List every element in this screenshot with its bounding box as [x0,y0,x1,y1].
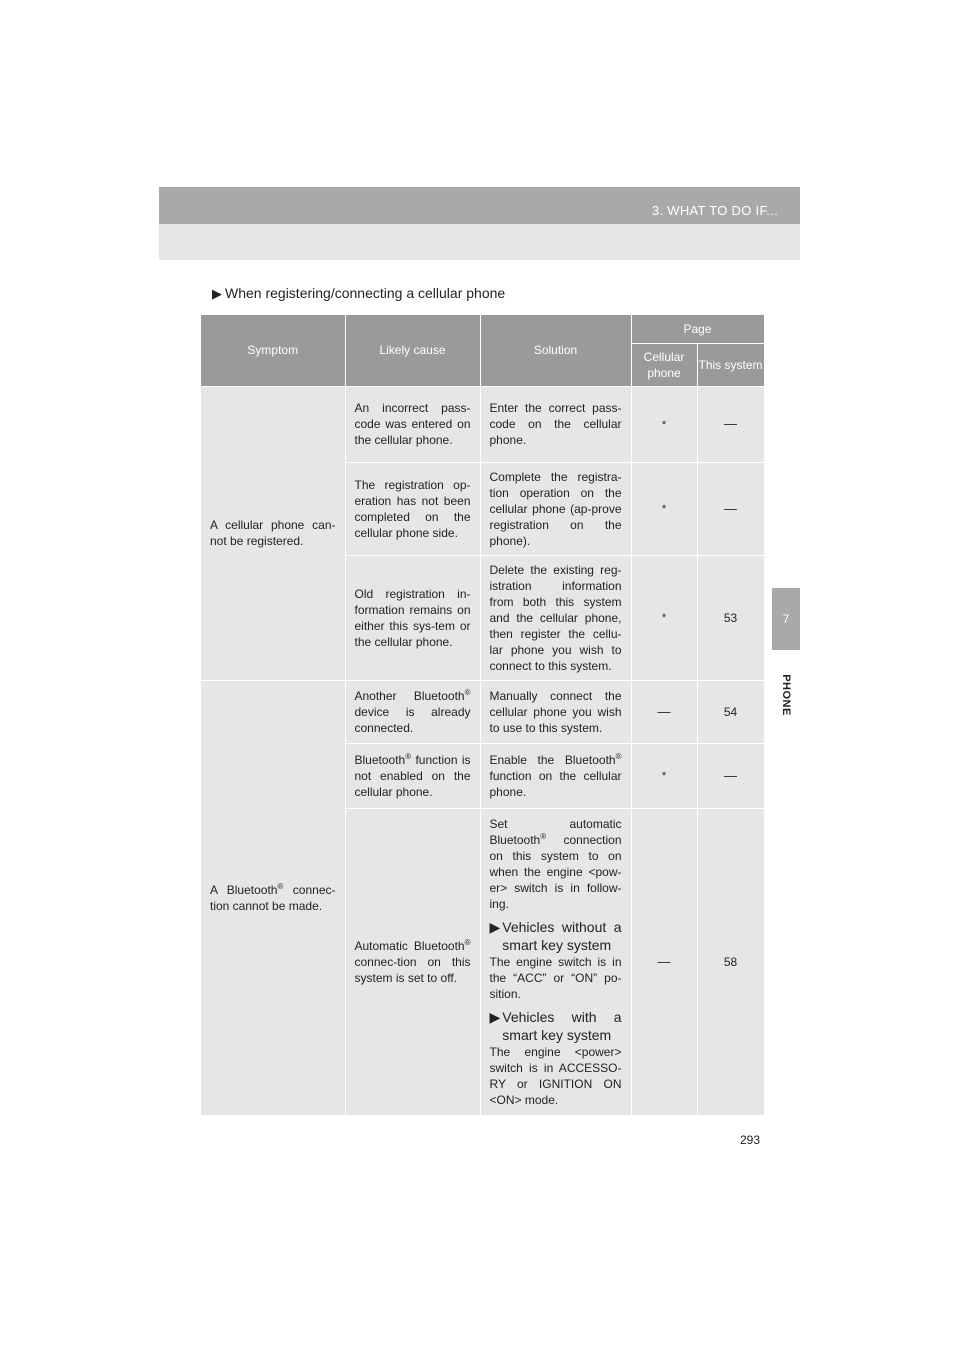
registered-mark: ® [464,687,471,697]
registered-mark: ® [277,881,284,891]
symptom-cell: A cellular phone can-not be registered. [201,386,345,680]
cellular-page-cell [631,386,697,462]
solution-cell: Complete the registra-tion operation on the cellular phone (ap-prove registration on the phone). [480,462,631,555]
subheading-text: When registering/connecting a cellular phone [225,285,506,301]
cause-text-post: connec-tion on this system is set to off. [354,954,471,985]
header-this-system: This system [697,343,764,386]
cellular-page-cell [631,680,697,743]
solution-text-pre: Enable the Bluetooth [489,752,616,767]
cause-cell: An incorrect pass-code was entered on the cellular phone. [345,386,480,462]
cause-cell [345,808,480,1115]
header-bar [159,187,800,224]
solution-cell: Enter the correct pass-code on the cellular phone. [480,386,631,462]
cellular-page-cell [631,555,697,680]
cellular-page-cell [631,743,697,808]
solution-cell: Manually connect the cellular phone you wish to use to this system. [480,680,631,743]
cause-text-post: device is already connected. [354,704,471,735]
chapter-tab-number: 7 [772,588,800,650]
sub-text: The engine switch is in the “ACC” or “ON” po-sition. [489,954,622,1001]
solution-intro-post: connection on this system to on when the engine <pow-er> switch is in follow-ing. [489,832,622,911]
registered-mark: ® [464,937,471,947]
page-ref: 54 [723,704,738,719]
dash: — [724,767,737,783]
sub-heading-without-smart-key [490,918,622,954]
triangle-bullet-icon: ▶ [489,1008,501,1025]
cause-text-pre: Bluetooth [354,752,406,767]
solution-cell [480,743,631,808]
dash: — [657,953,671,969]
system-page-cell [697,680,764,743]
cause-cell: Old registration in-formation remains on either this sys-tem or the cellular phone. [345,555,480,680]
cause-text-pre: Automatic Bluetooth [354,938,465,953]
cellular-page-cell [631,462,697,555]
system-page-cell [697,386,764,462]
sub-text: The engine <power> switch is in ACCESSO-RY or IGNITION ON <ON> mode. [489,1044,622,1107]
triangle-bullet-icon: ▶ [212,286,222,301]
asterisk: * [661,503,667,515]
cause-cell [345,680,480,743]
subheading [212,285,505,302]
solution-intro-pre: Set automatic Bluetooth [489,816,622,847]
header-solution: Solution [480,315,631,386]
cause-cell [345,743,480,808]
asterisk: * [661,418,667,431]
symptom-text-pre: A Bluetooth [210,882,278,897]
header-likely-cause: Likely cause [345,315,480,386]
sub-heading-with-smart-key [490,1008,622,1044]
chapter-tab-label [772,650,800,740]
dash: — [724,416,737,431]
dash: — [657,703,671,719]
sub-heading-text: Vehicles with a smart key system [502,1008,622,1043]
header-page: Page [631,315,764,343]
solution-cell: Delete the existing reg-istration information from both this system and the cellular phone, then register the cellu-lar phone you wish to connect to this system. [480,555,631,680]
system-page-cell [697,462,764,555]
dash: — [724,500,737,516]
asterisk: * [661,770,667,782]
section-title: 3. WHAT TO DO IF... [651,203,778,218]
cause-text-post: function is not enabled on the cellular phone. [354,752,471,799]
page-ref: 58 [723,954,738,969]
troubleshooting-table [201,315,765,1116]
triangle-bullet-icon: ▶ [489,918,501,935]
page-ref: 53 [723,610,738,625]
registered-mark: ® [615,751,622,761]
system-page-cell [697,555,764,680]
header-symptom: Symptom [201,315,345,386]
cause-text-pre: Another Bluetooth [354,688,465,703]
chapter-tab-label-text: PHONE [780,674,792,716]
cause-cell: The registration op-eration has not been completed on the cellular phone side. [345,462,480,555]
sub-heading-text: Vehicles without a smart key system [502,918,622,953]
system-page-cell [697,743,764,808]
system-page-cell [697,808,764,1115]
symptom-cell [201,680,345,1115]
solution-text-post: function on the cellular phone. [489,768,622,799]
solution-intro [490,816,622,912]
symptom-text-post: connec-tion cannot be made. [210,882,336,913]
header-cellular-phone: Cellular phone [631,343,697,386]
cellular-page-cell [631,808,697,1115]
registered-mark: ® [540,831,547,841]
registered-mark: ® [405,751,412,761]
page-number: 293 [740,1133,761,1147]
solution-cell [480,808,631,1115]
header-subbar [159,224,800,260]
asterisk: * [661,612,667,624]
